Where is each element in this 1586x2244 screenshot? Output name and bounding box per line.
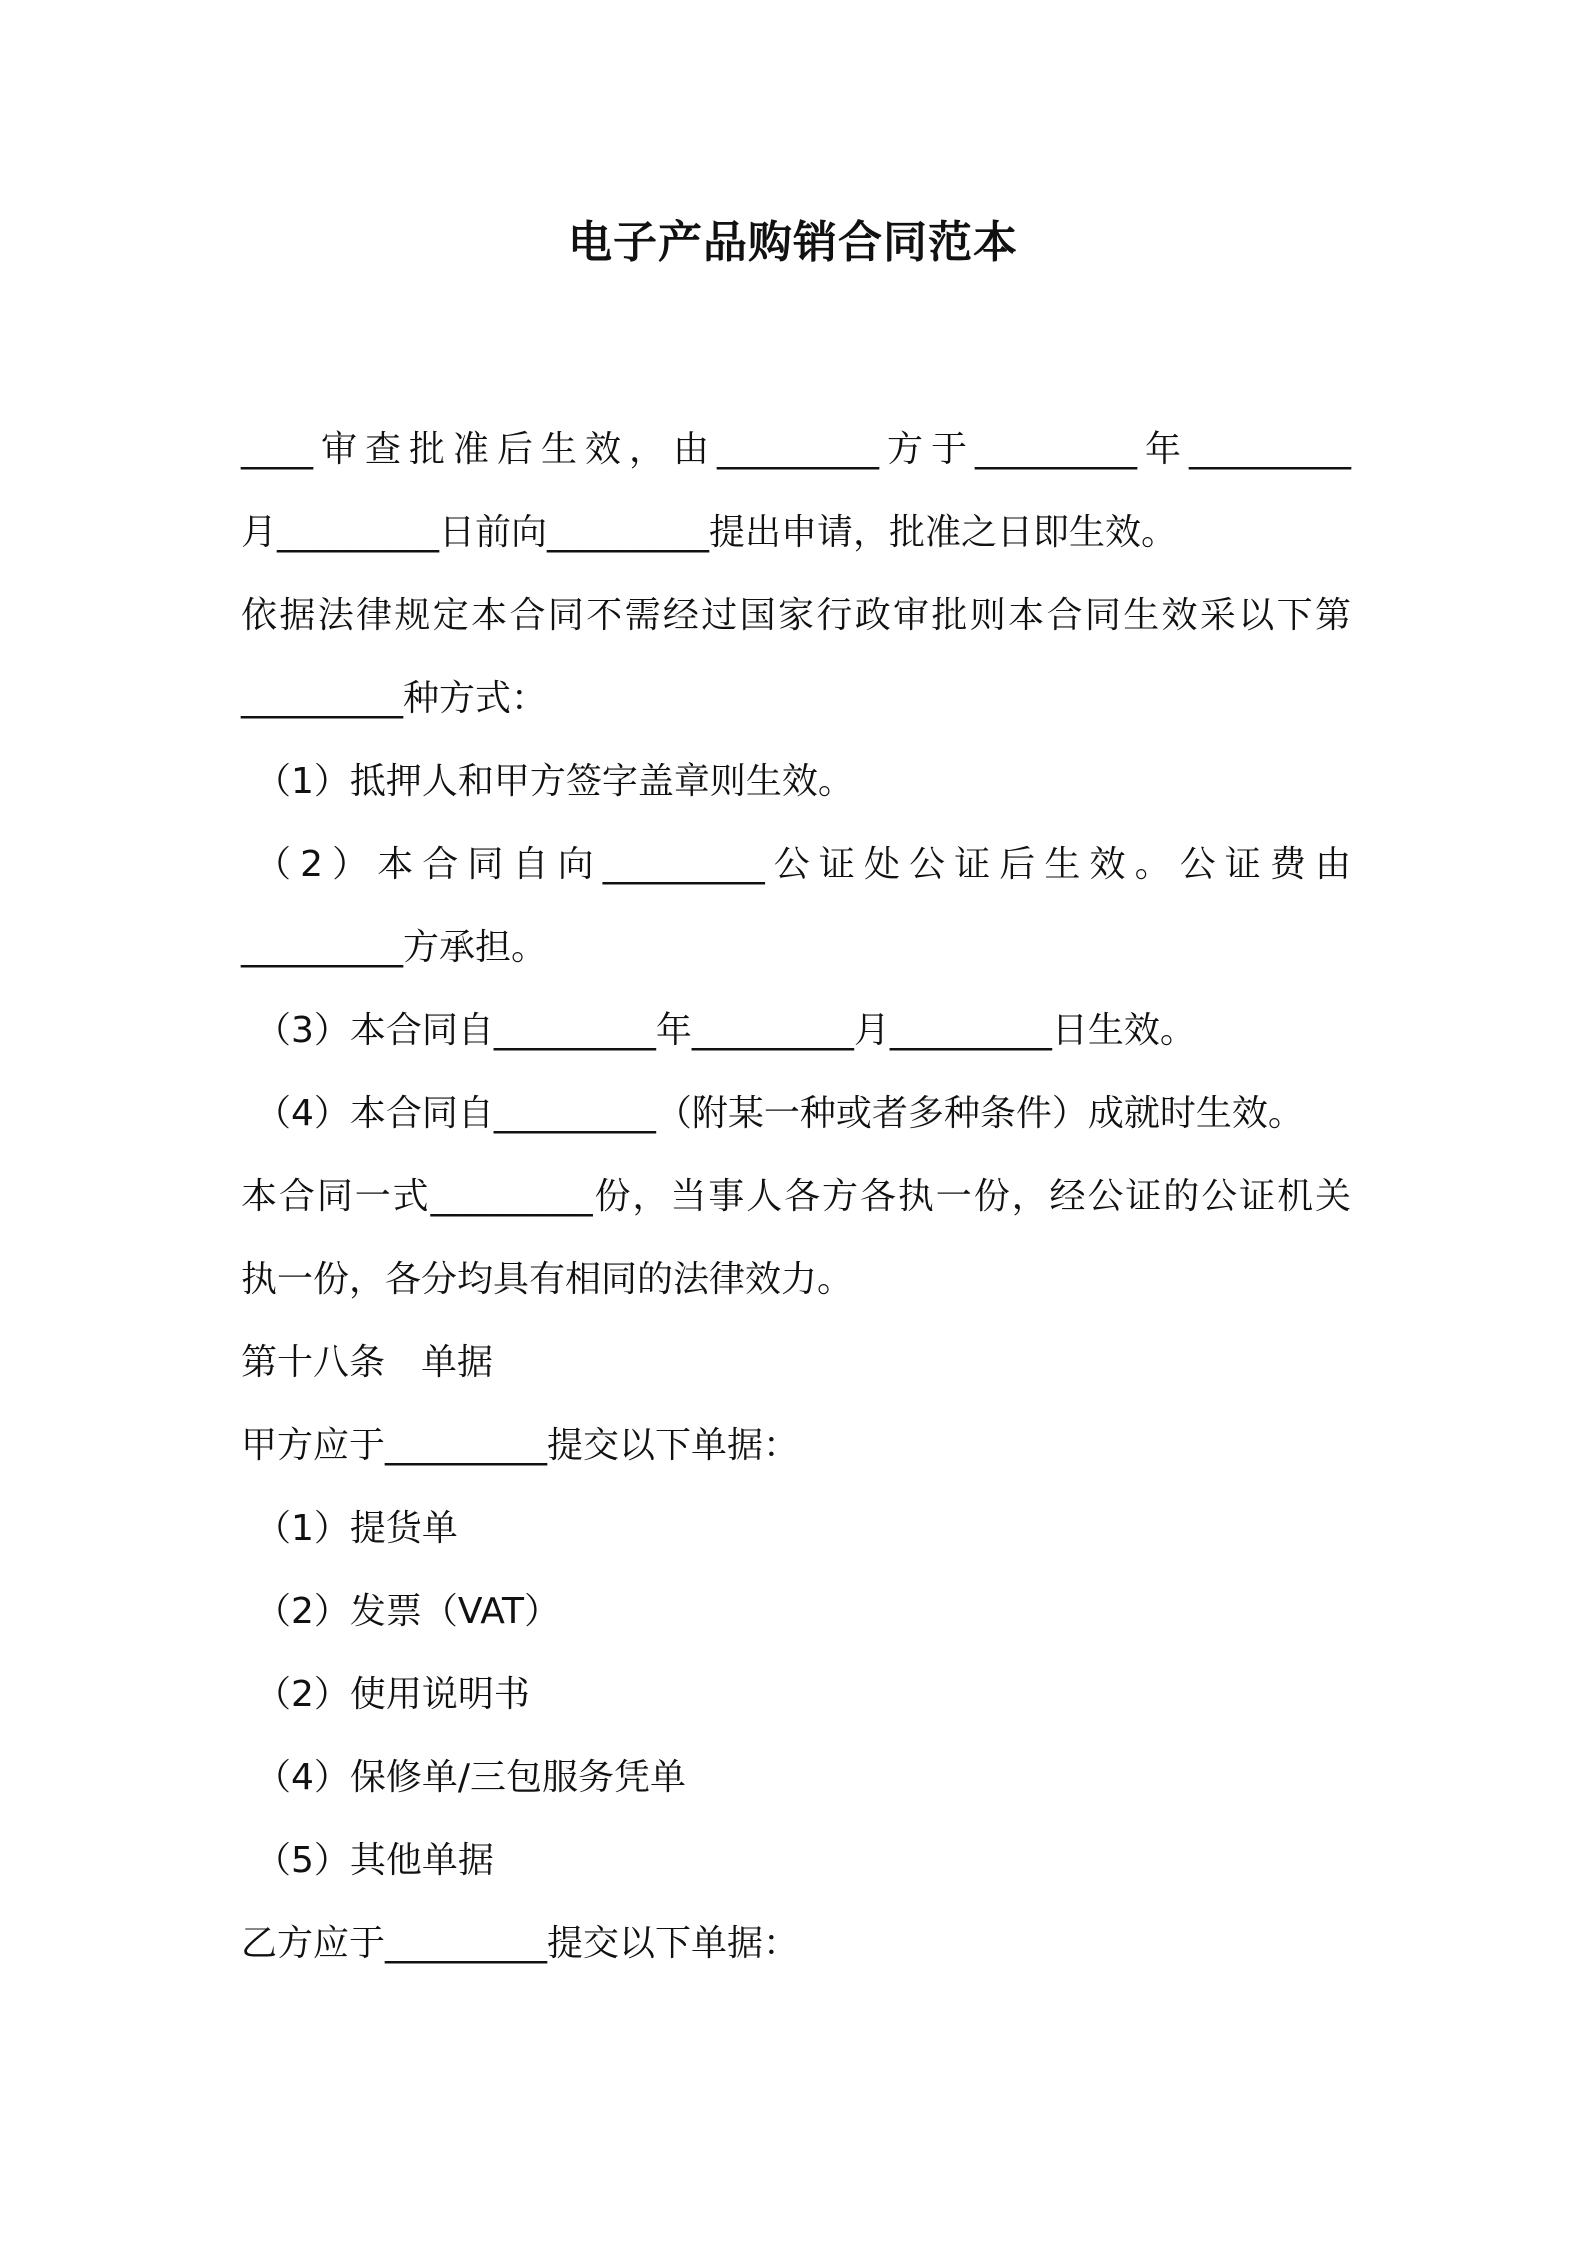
paragraph-line: 月_________日前向_________提出申请，批准之日即生效。 xyxy=(241,512,1178,553)
list-item: （1）抵押人和甲方签字盖章则生效。 xyxy=(255,761,854,802)
list-item: （2）使用说明书 xyxy=(255,1674,530,1715)
list-item: （3）本合同自_________年_________月_________日生效。 xyxy=(255,1010,1196,1051)
paragraph-line: 本合同一式_________份，当事人各方各执一份，经公证的公证机关 xyxy=(241,1176,1351,1217)
paragraph-line: _________方承担。 xyxy=(241,927,548,968)
list-item: （4）保修单/三包服务凭单 xyxy=(255,1757,687,1798)
document-title: 电子产品购销合同范本 xyxy=(568,217,1018,268)
list-item: （4）本合同自_________（附某一种或者多种条件）成就时生效。 xyxy=(255,1093,1304,1134)
paragraph-line: 执一份，各分均具有相同的法律效力。 xyxy=(241,1259,854,1300)
list-item: （2）发票（VAT） xyxy=(255,1591,561,1632)
list-item: （1）提货单 xyxy=(255,1508,458,1549)
paragraph-line: 依据法律规定本合同不需经过国家行政审批则本合同生效采以下第 xyxy=(241,595,1351,636)
document-body xyxy=(241,408,1351,1985)
list-item: （5）其他单据 xyxy=(255,1840,494,1881)
paragraph-line: 乙方应于_________提交以下单据： xyxy=(241,1923,800,1964)
paragraph-line: _________种方式： xyxy=(241,678,548,719)
paragraph-line: ____审查批准后生效，由_________方于_________年_________ xyxy=(241,429,1351,470)
paragraph-line: 甲方应于_________提交以下单据： xyxy=(241,1425,800,1466)
list-item: （2）本合同自向_________公证处公证后生效。公证费由 xyxy=(255,844,1351,885)
section-heading: 第十八条 单据 xyxy=(241,1342,494,1383)
